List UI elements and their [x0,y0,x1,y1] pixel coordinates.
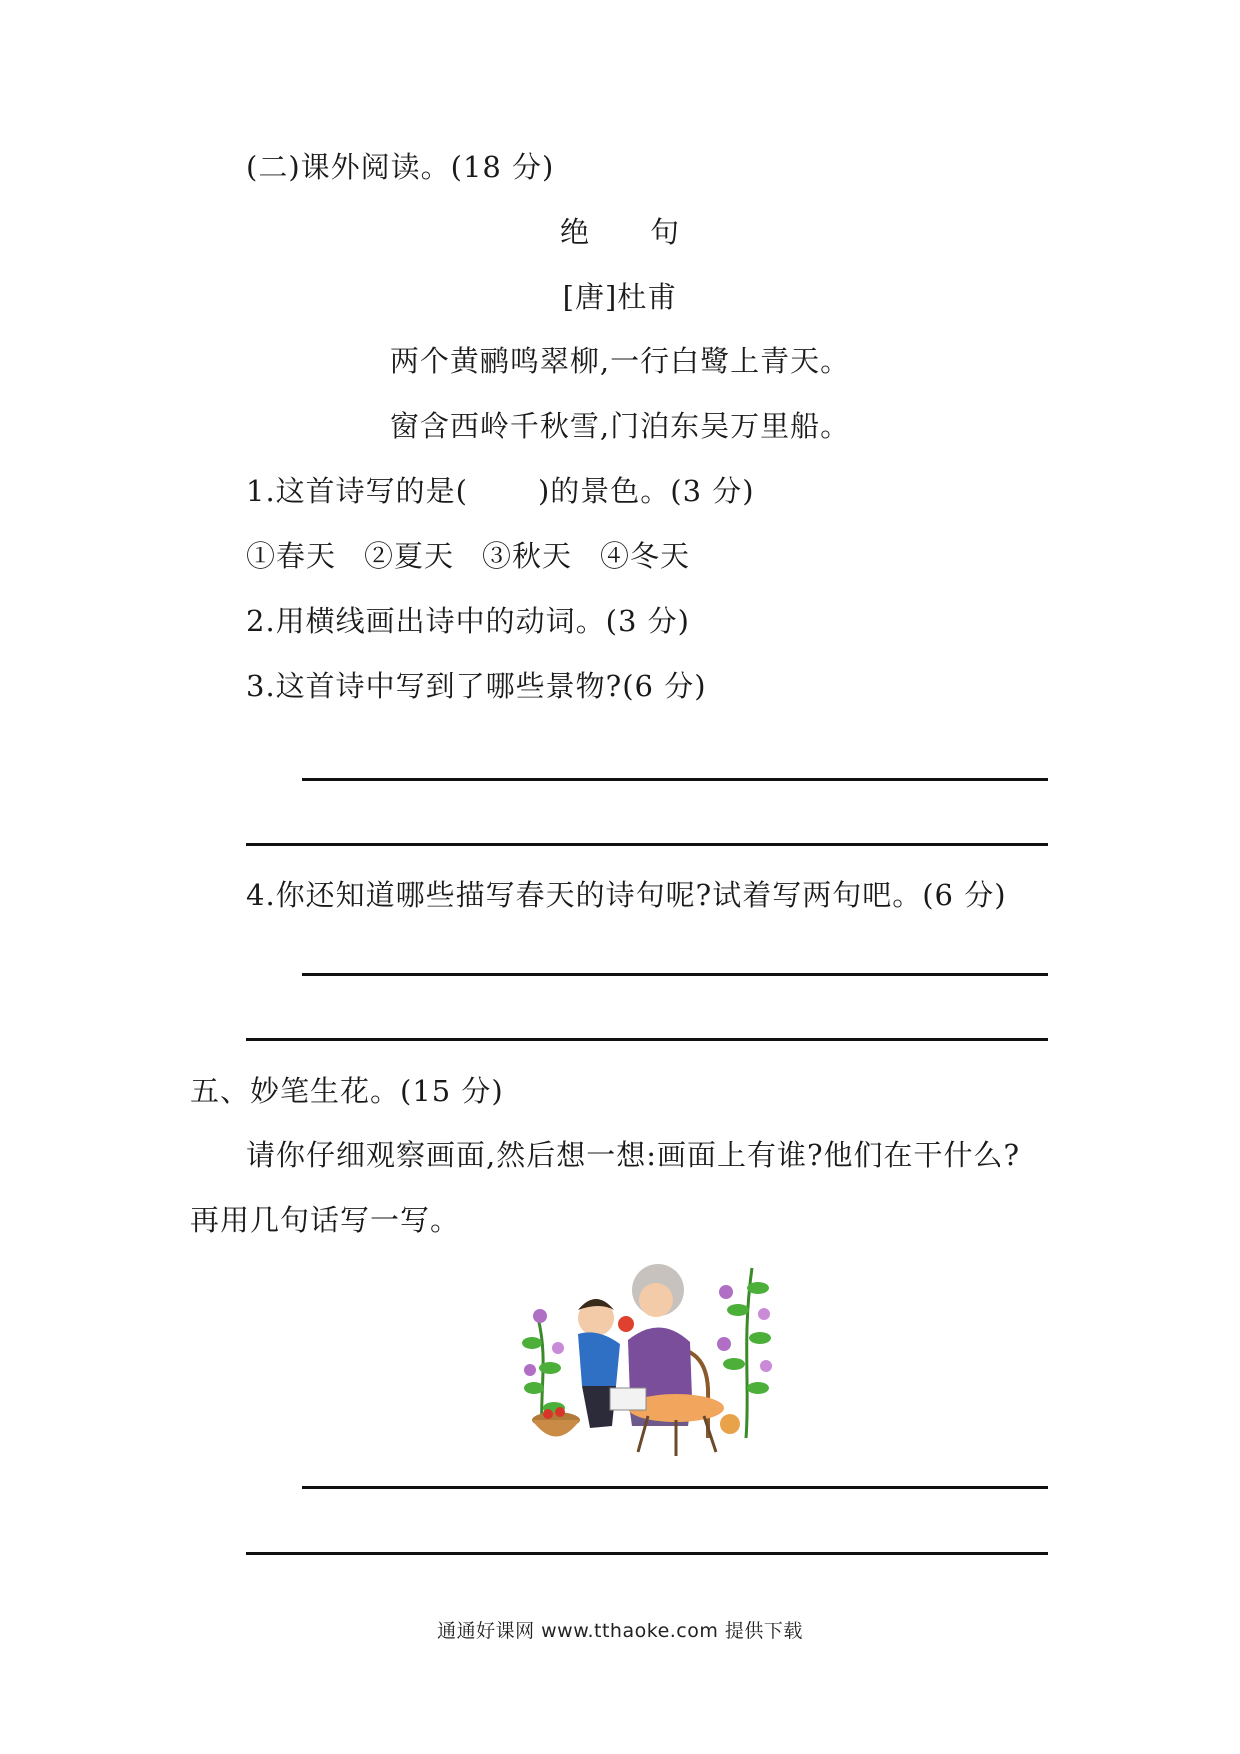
answer-line[interactable] [246,1552,1048,1555]
section-heading-writing: 五、妙笔生花。(15 分) [190,1074,504,1108]
question-2: 2.用横线画出诗中的动词。(3 分) [246,604,690,638]
answer-line[interactable] [246,843,1048,846]
poem-title: 绝 句 [559,215,680,249]
answer-line[interactable] [302,973,1048,976]
answer-line[interactable] [246,1038,1048,1041]
section-heading-extracurricular-reading: (二)课外阅读。(18 分) [246,150,555,184]
question-1-text: )的景色。(3 分) [537,474,755,508]
question-4: 4.你还知道哪些描写春天的诗句呢?试着写两句吧。(6 分) [246,878,1007,912]
question-1 [246,471,755,511]
option-autumn[interactable]: ③秋天 [482,539,573,573]
grandma-and-boy-illustration [520,1248,772,1460]
option-winter[interactable]: ④冬天 [600,539,691,573]
poem-line: 两个黄鹂鸣翠柳,一行白鹭上青天。 [389,344,851,378]
option-summer[interactable]: ②夏天 [364,539,455,573]
question-1-options [246,536,690,576]
writing-prompt: 请你仔细观察画面,然后想一想:画面上有谁?他们在干什么? [246,1138,1021,1172]
question-1-text: 1.这首诗写的是( [246,474,468,508]
footer-credit: 通通好课网 www.tthaoke.com 提供下载 [437,1620,803,1642]
writing-prompt: 再用几句话写一写。 [190,1203,461,1237]
poem-author: [唐]杜甫 [562,280,678,314]
poem-line: 窗含西岭千秋雪,门泊东吴万里船。 [389,409,851,443]
question-3: 3.这首诗中写到了哪些景物?(6 分) [246,669,707,703]
option-spring[interactable]: ①春天 [246,539,337,573]
answer-line[interactable] [302,1486,1048,1489]
answer-line[interactable] [302,778,1048,781]
